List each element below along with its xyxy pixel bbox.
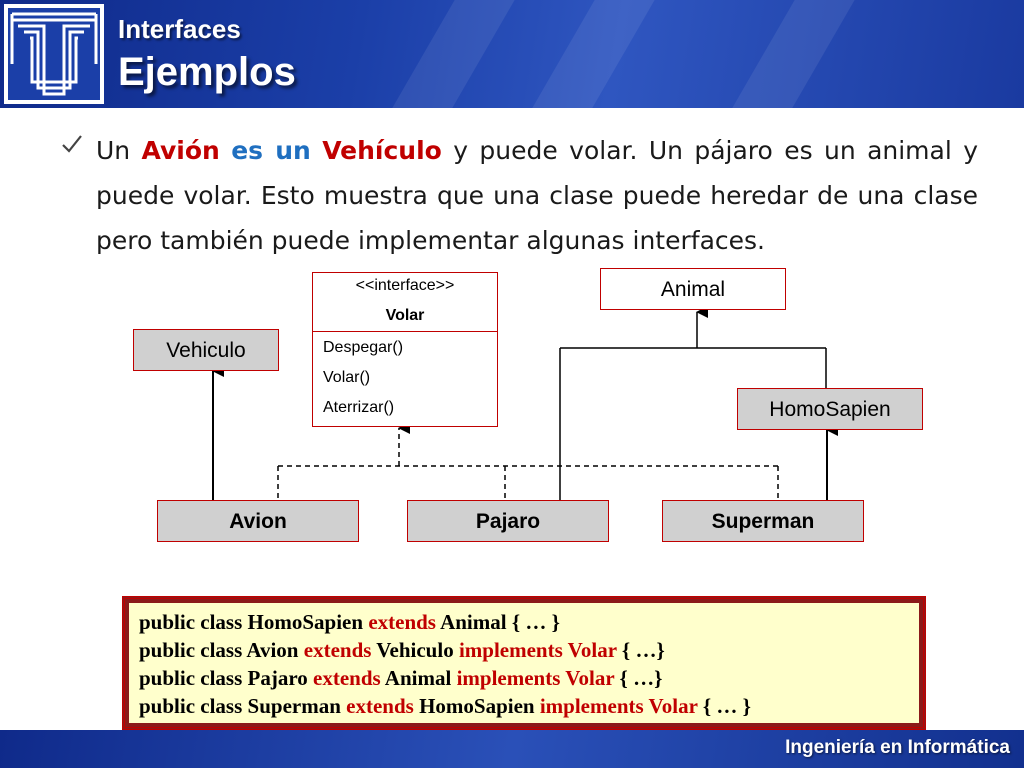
slide-title: Ejemplos	[118, 50, 296, 94]
code-box	[122, 596, 926, 730]
interface-volar-box	[312, 272, 498, 427]
slide-footer	[0, 730, 1024, 768]
intro-text-run: es un	[231, 136, 311, 165]
interface-method: Volar()	[323, 369, 371, 386]
code-keyword: implements Volar	[456, 666, 615, 690]
code-listing	[128, 602, 920, 724]
interface-stereotype: <<interface>>	[355, 277, 455, 294]
code-line	[139, 692, 909, 720]
class-superman	[662, 500, 864, 542]
code-keyword: extends	[368, 610, 436, 634]
class-vehiculo-label: Vehiculo	[166, 339, 246, 362]
interface-divider	[313, 331, 497, 332]
slide-subtitle: Interfaces	[118, 14, 241, 44]
class-pajaro	[407, 500, 609, 542]
code-text: Animal	[380, 666, 457, 690]
code-line	[139, 636, 909, 664]
code-text: Animal { … }	[435, 610, 560, 634]
class-animal	[600, 268, 786, 310]
class-superman-label: Superman	[711, 510, 815, 533]
code-text: { …}	[614, 666, 663, 690]
intro-text-run: Un	[96, 136, 142, 165]
code-keyword: implements Volar	[458, 638, 617, 662]
code-text: Vehiculo	[371, 638, 459, 662]
code-keyword: extends	[346, 694, 414, 718]
code-text: HomoSapien	[413, 694, 540, 718]
code-text: public class HomoSapien	[139, 610, 369, 634]
realization-to-volar	[278, 428, 778, 500]
interface-method: Despegar()	[323, 339, 404, 356]
code-keyword: extends	[313, 666, 381, 690]
code-line	[139, 664, 909, 692]
class-homosapien	[737, 388, 923, 430]
code-text: { … }	[697, 694, 751, 718]
class-avion	[157, 500, 359, 542]
class-avion-label: Avion	[229, 510, 287, 533]
code-line	[139, 608, 909, 636]
code-text: public class Avion	[139, 638, 304, 662]
code-keyword: extends	[303, 638, 372, 662]
interface-name: Volar	[385, 307, 425, 324]
intro-text-run: y puede volar. Un pájaro es un animal y puede volar. Esto muestra que una clase puede heredar de una clase pero también puede implementar algunas interfaces.	[96, 136, 978, 255]
intro-text-run: Vehículo	[322, 136, 442, 165]
class-vehiculo	[133, 329, 279, 371]
intro-text-run: Avión	[141, 136, 220, 165]
class-animal-label: Animal	[660, 278, 726, 301]
footer-text: Ingeniería en Informática	[785, 737, 1010, 758]
code-text: { …}	[616, 638, 665, 662]
code-text: public class Superman	[139, 694, 347, 718]
interface-method: Aterrizar()	[323, 399, 395, 416]
class-pajaro-label: Pajaro	[475, 510, 541, 533]
class-homosapien-label: HomoSapien	[769, 398, 891, 421]
code-keyword: implements Volar	[539, 694, 698, 718]
code-text: public class Pajaro	[139, 666, 314, 690]
